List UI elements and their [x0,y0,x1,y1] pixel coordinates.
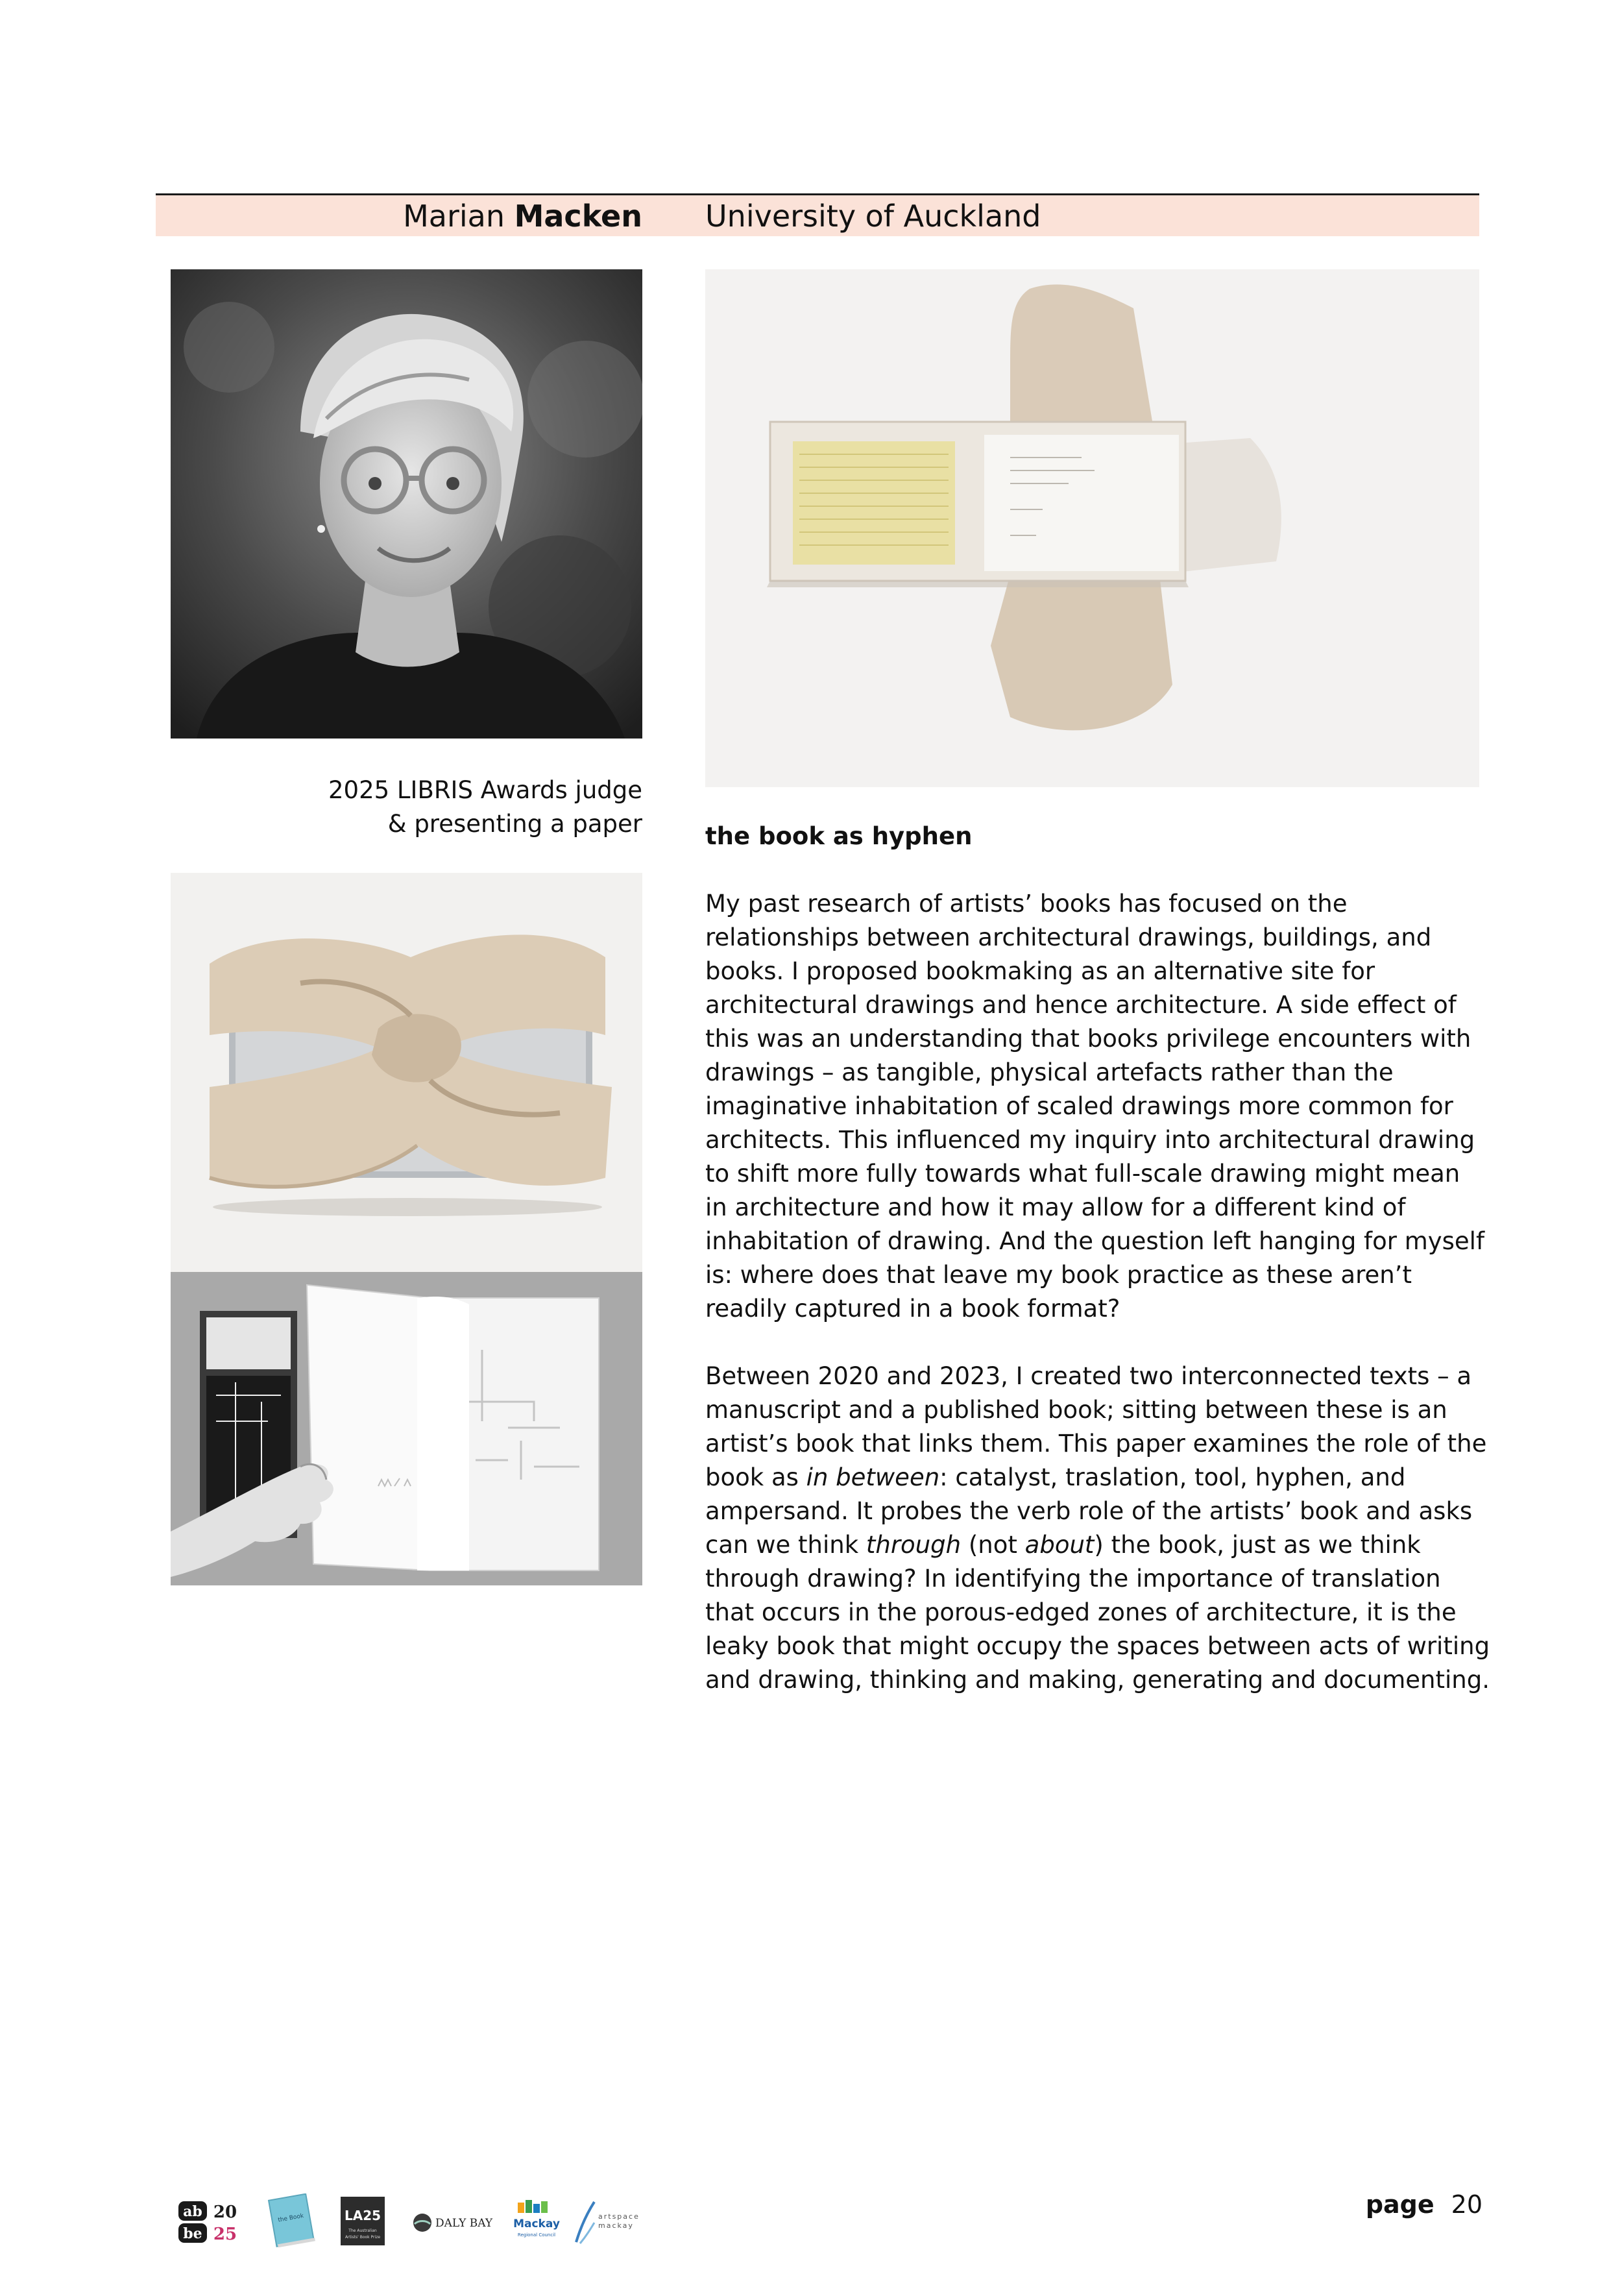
abstract-line: in architecture and how it may allow for a different kind of [705,1193,1406,1221]
abstract-line: this was an understanding that books privilege encounters with [705,1025,1471,1053]
abstract-text: (not [961,1531,1025,1559]
daly-bay-text: DALY BAY [435,2217,493,2230]
affiliation: University of Auckland [705,199,1041,234]
author-name [403,197,642,235]
abstract-line: architects. This influenced my inquiry into architectural drawing [705,1126,1475,1154]
abstract-line: to shift more fully towards what full-scale drawing might mean [705,1160,1460,1188]
abstract-line: relationships between architectural drawings, buildings, and [705,923,1432,951]
abbe-2025-logo [178,2200,243,2245]
book-cover-text: the Book [277,2212,304,2224]
page-number [1366,2188,1483,2221]
emphasis-through: through [865,1531,962,1559]
abstract-line: is: where does that leave my book practice as these aren’t [705,1261,1412,1289]
abstract-line: drawings – as tangible, physical artefacts rather than the [705,1058,1394,1086]
abbe-logo-top: ab [183,2203,202,2220]
abstract-line [705,1461,1484,1495]
abstract-line: books. I proposed bookmaking as an alternative site for [705,957,1375,985]
page-number-value: 20 [1451,2190,1483,2219]
artwork-fabric-bundle-photo [171,873,642,1272]
abstract-line: readily captured in a book format? [705,1295,1120,1323]
author-first-name: Marian [403,199,505,234]
la25-sub1: The Australian [348,2229,377,2233]
artspace-mackay-logo [571,2197,646,2249]
mackay-sub-text: Regional Council [517,2232,556,2238]
daly-bay-logo [412,2210,500,2236]
abstract-line: architectural drawings and hence architecture. A side effect of [705,991,1457,1019]
emphasis-about: about [1024,1531,1095,1559]
caption-line-1: 2025 LIBRIS Awards judge [328,776,642,804]
abstract-line: ampersand. It probes the verb role of the artists’ book and asks [705,1497,1473,1525]
abstract-text: can we think [705,1531,866,1559]
abstract-line: artist’s book that links them. This paper examines the role of the [705,1430,1487,1458]
abstract-text: ) the book, just as we think [1094,1531,1421,1559]
abstract-line: imaginative inhabitation of scaled drawings more common for [705,1092,1453,1120]
abstract-line [705,1528,1484,1562]
mackay-council-logo [513,2199,561,2244]
author-portrait-photo [171,269,642,739]
author-last-name: Macken [514,199,642,234]
abstract-line: inhabitation of drawing. And the question left hanging for myself [705,1227,1484,1255]
abbe-logo-bottom: be [183,2225,202,2242]
emphasis-in-between: in between [806,1463,940,1491]
artwork-open-book-hand-photo [171,1272,642,1585]
caption-line-2: & presenting a paper [387,810,642,838]
sponsor-logos [178,2193,646,2252]
mackay-text: Mackay [513,2217,560,2230]
la25-title: LA25 [344,2208,381,2223]
artspace-mackay-text: mackay [598,2221,634,2230]
author-caption [253,774,642,841]
abstract-line: manuscript and a published book; sitting between these is an [705,1396,1447,1424]
abstract-line: Between 2020 and 2023, I created two interconnected texts – a [705,1362,1472,1390]
artspace-text: artspace [598,2212,640,2221]
artwork-open-book-fabric-photo [705,269,1479,787]
page-label: page [1365,2190,1434,2219]
paragraph-gap [705,1326,1484,1360]
abbe-year-bottom: 25 [213,2225,237,2244]
abstract-line: leaky book that might occupy the spaces between acts of writing [705,1632,1490,1660]
abbe-year-top: 20 [213,2203,237,2222]
la25-sub2: Artists' Book Prize [345,2235,381,2240]
la25-logo [341,2197,385,2245]
book-cover-logo [266,2193,318,2249]
paper-title: the book as hyphen [705,822,973,850]
abstract-line: My past research of artists’ books has focused on the [705,890,1348,918]
abstract-line: and drawing, thinking and making, generating and documenting. [705,1666,1490,1694]
abstract-text: book as [705,1463,806,1491]
abstract-line: that occurs in the porous-edged zones of architecture, it is the [705,1598,1457,1626]
paper-abstract [705,887,1490,1697]
abstract-text: : catalyst, traslation, tool, hyphen, and [939,1463,1406,1491]
abstract-line: through drawing? In identifying the importance of translation [705,1565,1441,1593]
